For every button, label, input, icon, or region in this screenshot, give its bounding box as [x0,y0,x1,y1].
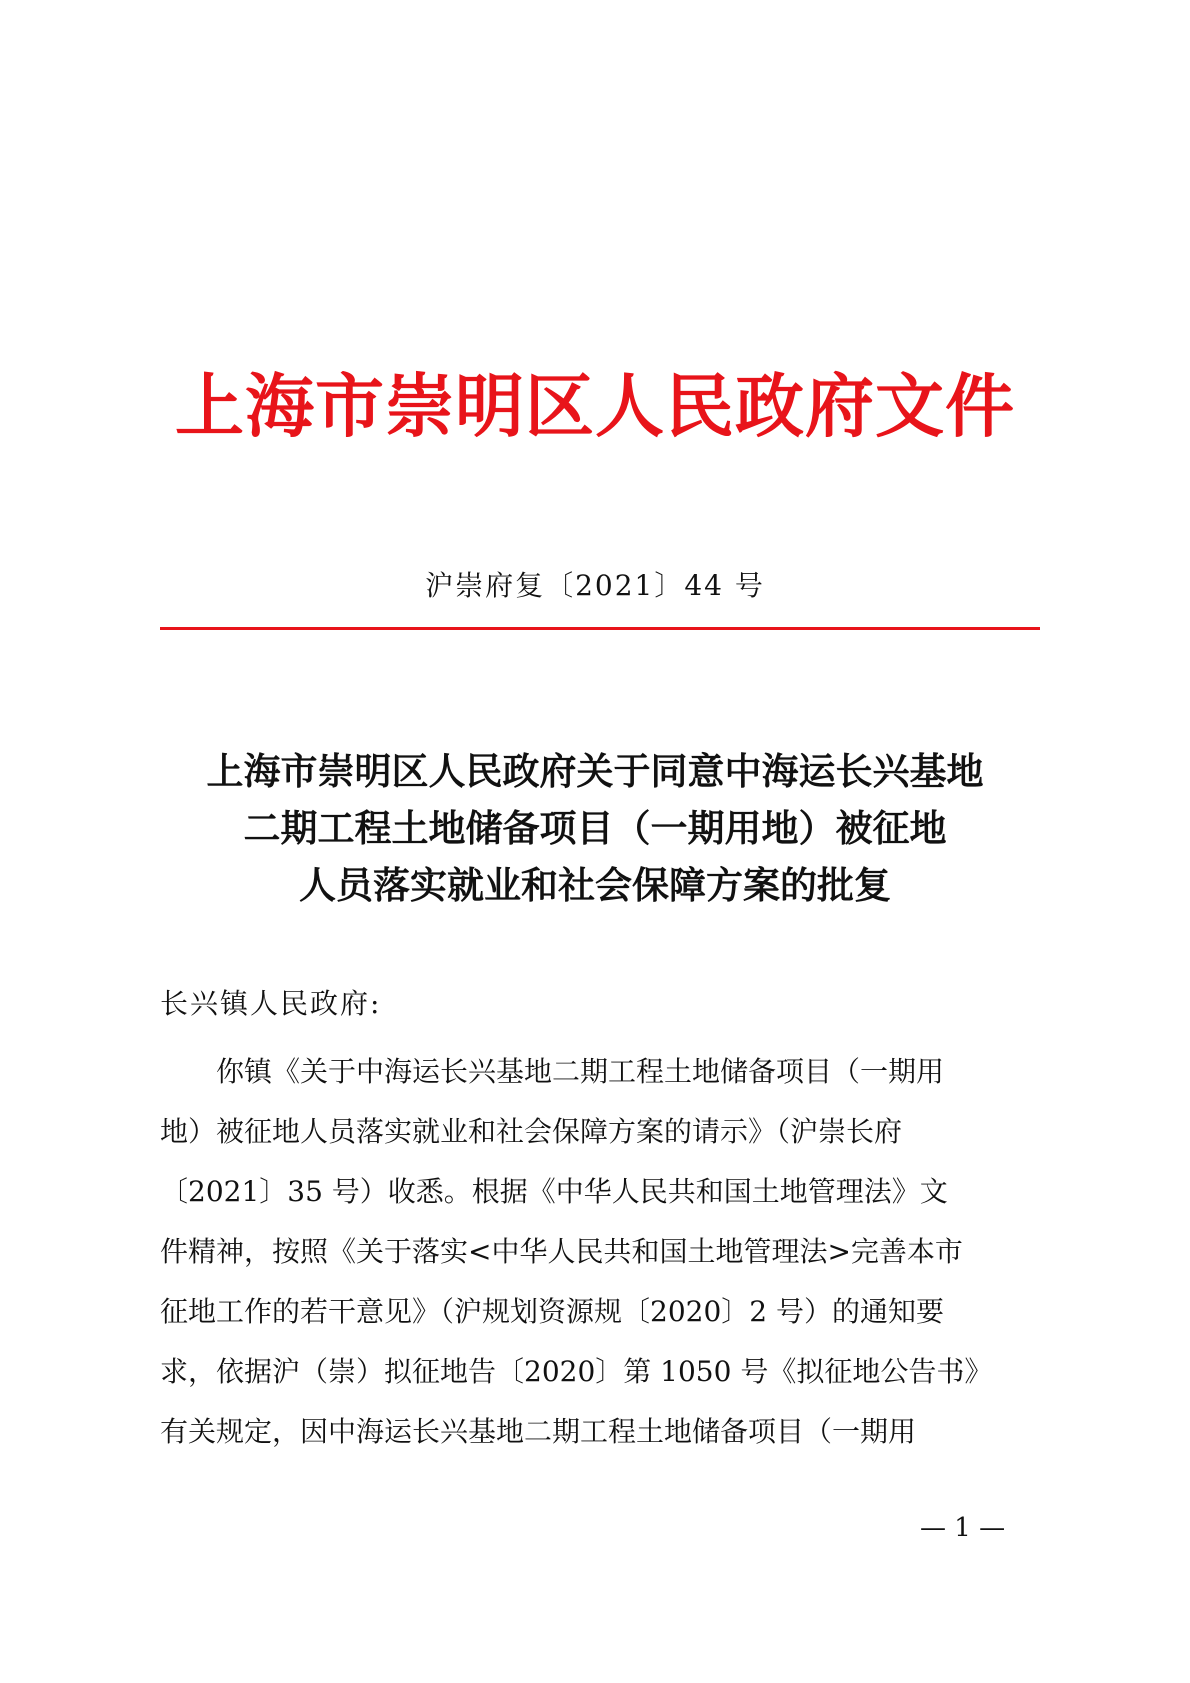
body-line-text: 求，依据沪（崇）拟征地告〔2020〕第 1050 号《拟征地公告书》 [160,1355,993,1388]
body-line [160,1282,1040,1342]
body-line [160,1222,1040,1282]
document-header-title: 上海市崇明区人民政府文件 [175,366,1015,447]
body-line [160,1342,1040,1402]
subject-line: 人员落实就业和社会保障方案的批复 [299,863,891,907]
body-paragraph [160,1042,1040,1462]
subject-line: 二期工程土地储备项目（一期用地）被征地 [243,806,947,850]
body-line-text: 征地工作的若干意见》（沪规划资源规〔2020〕2 号）的通知要 [160,1295,944,1328]
recipient-salutation: 长兴镇人民政府: [160,987,382,1020]
body-line [160,1402,1040,1462]
body-line-text: 有关规定，因中海运长兴基地二期工程土地储备项目（一期用 [160,1415,917,1448]
body-line [160,1042,1040,1102]
body-line [160,1162,1040,1222]
page-number: — 1 — [920,1513,1006,1543]
body-line-text: 〔2021〕35 号）收悉。根据《中华人民共和国土地管理法》文 [160,1175,948,1208]
body-line [160,1102,1040,1162]
subject-line: 上海市崇明区人民政府关于同意中海运长兴基地 [206,749,984,793]
body-line-text: 你镇《关于中海运长兴基地二期工程土地储备项目（一期用 [216,1055,945,1088]
body-line-text: 地）被征地人员落实就业和社会保障方案的请示》（沪崇长府 [160,1115,903,1148]
body-line-text: 件精神，按照《关于落实<中华人民共和国土地管理法>完善本市 [160,1235,963,1268]
red-separator-rule [160,627,1040,630]
document-subject [0,743,1190,914]
document-number: 沪崇府复〔2021〕44 号 [425,569,765,602]
